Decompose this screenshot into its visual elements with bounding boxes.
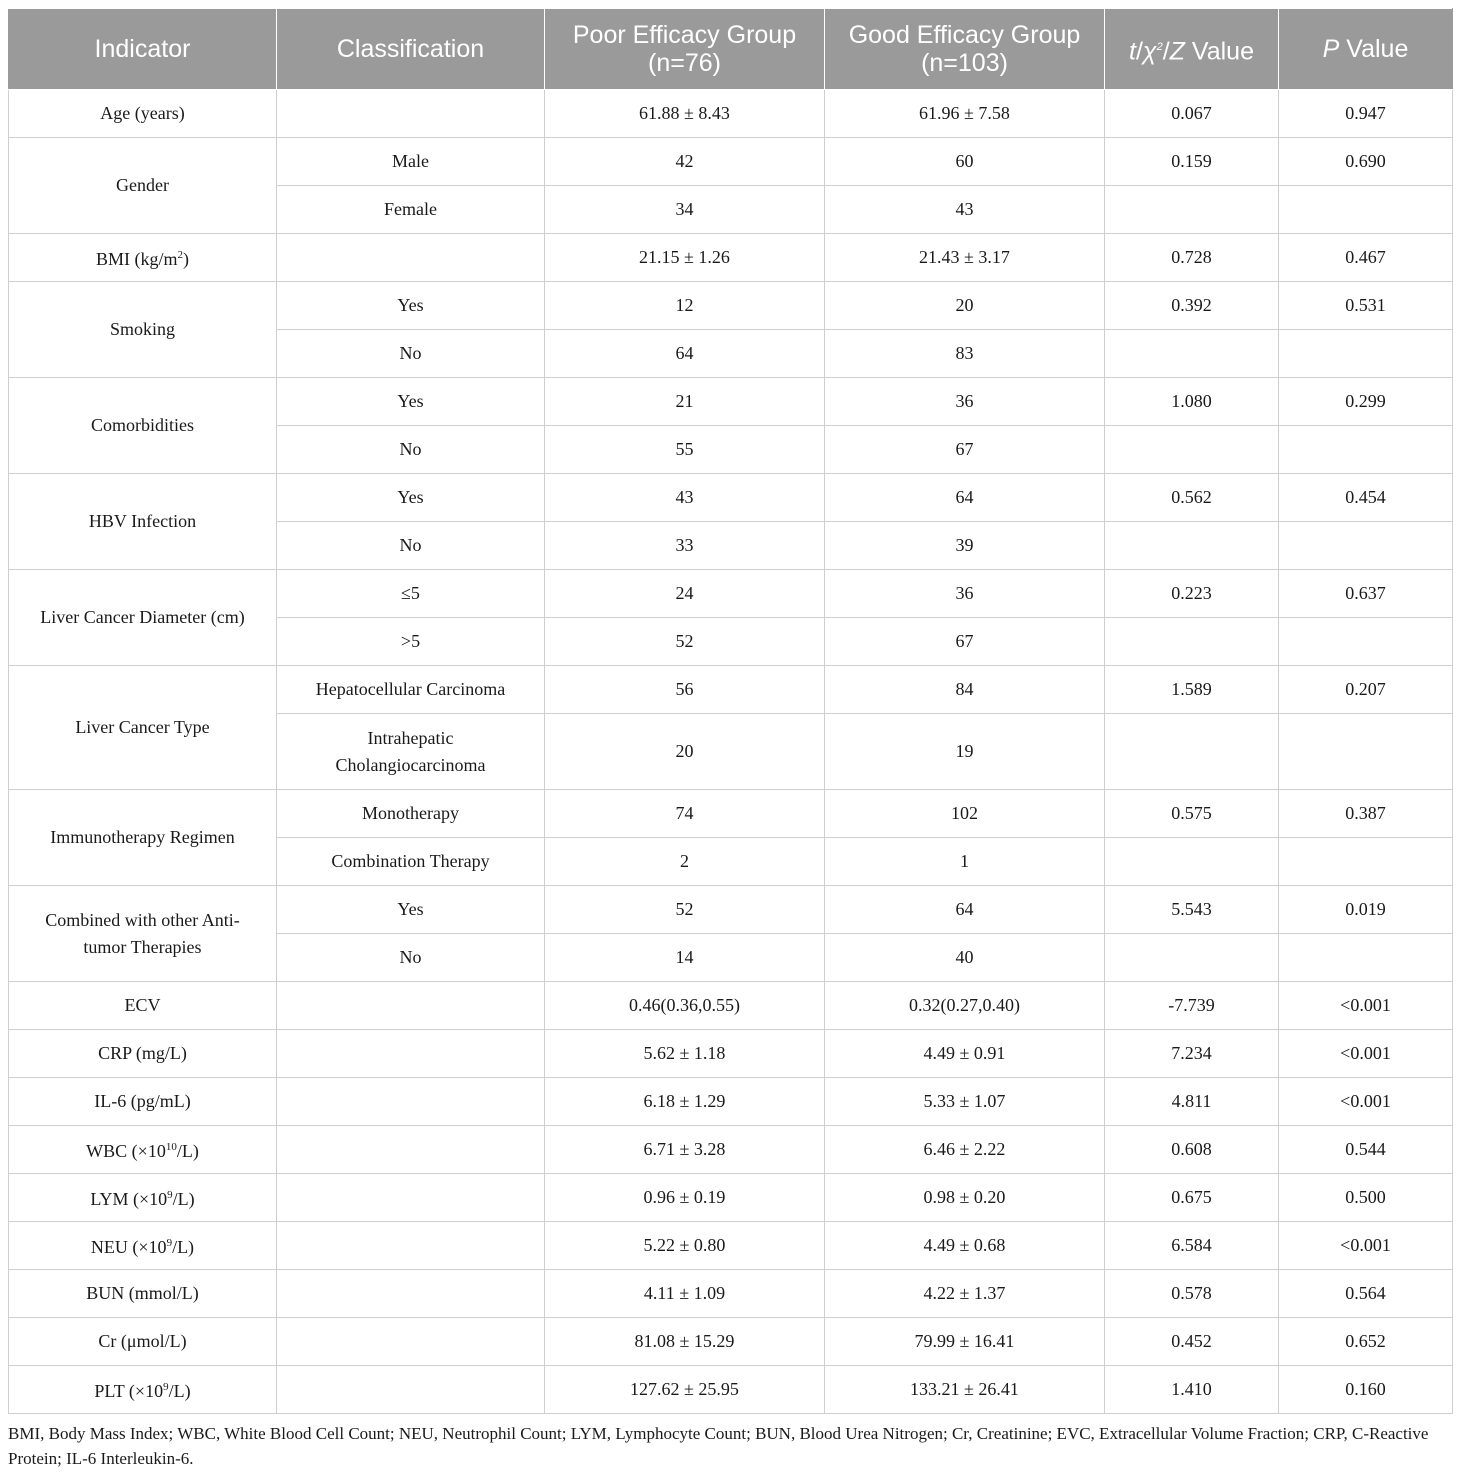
table-row: [9, 982, 1453, 1030]
cell-poor: 43: [545, 474, 825, 522]
cell-stat: [1105, 186, 1279, 234]
table-row: [9, 1126, 1453, 1174]
cell-indicator: Gender: [9, 138, 277, 234]
cell-good: 4.22 ± 1.37: [825, 1270, 1105, 1318]
lym-sup: 9: [167, 1189, 173, 1201]
cell-classification: Hepatocellular Carcinoma: [277, 666, 545, 714]
plt-label-end: /L): [168, 1381, 191, 1401]
cell-good: 84: [825, 666, 1105, 714]
cell-classification: [277, 1318, 545, 1366]
cell-indicator: [9, 1222, 277, 1270]
table-row: [9, 1030, 1453, 1078]
cell-poor: 4.11 ± 1.09: [545, 1270, 825, 1318]
cell-stat: 6.584: [1105, 1222, 1279, 1270]
cell-indicator: Immunotherapy Regimen: [9, 790, 277, 886]
cell-good: 43: [825, 186, 1105, 234]
cell-poor: 42: [545, 138, 825, 186]
cell-classification: No: [277, 522, 545, 570]
cell-classification: [277, 1222, 545, 1270]
cell-indicator: ECV: [9, 982, 277, 1030]
cell-indicator: [9, 1126, 277, 1174]
bmi-label-end: ): [183, 249, 189, 269]
cell-p: 0.637: [1279, 570, 1453, 618]
cell-classification: [277, 1270, 545, 1318]
cell-good: 20: [825, 282, 1105, 330]
cell-good: 4.49 ± 0.68: [825, 1222, 1105, 1270]
table-row: [9, 1222, 1453, 1270]
wbc-label-end: /L): [176, 1141, 199, 1161]
header-stat-t: t: [1129, 37, 1136, 66]
cell-classification: Yes: [277, 378, 545, 426]
cell-p: 0.544: [1279, 1126, 1453, 1174]
cell-poor: 34: [545, 186, 825, 234]
cell-classification: Monotherapy: [277, 790, 545, 838]
cell-poor: 74: [545, 790, 825, 838]
neu-label-end: /L): [172, 1237, 195, 1257]
cell-poor: 33: [545, 522, 825, 570]
cell-classification: Combination Therapy: [277, 838, 545, 886]
table-row: [9, 1174, 1453, 1222]
cell-poor: 6.18 ± 1.29: [545, 1078, 825, 1126]
header-poor-line2: (n=76): [648, 49, 721, 77]
cell-stat: -7.739: [1105, 982, 1279, 1030]
cell-p: <0.001: [1279, 982, 1453, 1030]
header-stat-suffix: Value: [1184, 37, 1254, 66]
cell-good: 67: [825, 618, 1105, 666]
cell-poor: 2: [545, 838, 825, 886]
cell-p: <0.001: [1279, 1078, 1453, 1126]
cell-p: [1279, 714, 1453, 790]
icc-line2: Cholangiocarcinoma: [335, 754, 486, 775]
cell-classification: Yes: [277, 886, 545, 934]
cell-indicator: [9, 1366, 277, 1414]
cell-classification: No: [277, 426, 545, 474]
cell-poor: 21: [545, 378, 825, 426]
cell-classification: Male: [277, 138, 545, 186]
cell-classification: Yes: [277, 282, 545, 330]
cell-poor: 52: [545, 886, 825, 934]
cell-good: 64: [825, 886, 1105, 934]
cell-good: 39: [825, 522, 1105, 570]
cell-indicator: Comorbidities: [9, 378, 277, 474]
cell-poor: 61.88 ± 8.43: [545, 90, 825, 138]
cell-stat: 1.080: [1105, 378, 1279, 426]
cell-poor: 0.96 ± 0.19: [545, 1174, 825, 1222]
cell-p: 0.207: [1279, 666, 1453, 714]
cell-indicator: IL-6 (pg/mL): [9, 1078, 277, 1126]
cell-classification: Yes: [277, 474, 545, 522]
cell-p: 0.531: [1279, 282, 1453, 330]
cell-p: [1279, 426, 1453, 474]
cell-good: 21.43 ± 3.17: [825, 234, 1105, 282]
header-good-line2: (n=103): [921, 49, 1008, 77]
cell-good: 83: [825, 330, 1105, 378]
cell-stat: [1105, 426, 1279, 474]
cell-p: 0.299: [1279, 378, 1453, 426]
cell-classification: No: [277, 934, 545, 982]
cell-stat: 0.067: [1105, 90, 1279, 138]
cell-good: 67: [825, 426, 1105, 474]
header-stat-z: Z: [1169, 37, 1185, 66]
cell-poor: 56: [545, 666, 825, 714]
baseline-characteristics-table: [8, 8, 1453, 1414]
cell-poor: 14: [545, 934, 825, 982]
cell-classification: [277, 1078, 545, 1126]
table-row: [9, 90, 1453, 138]
table-row: [9, 378, 1453, 426]
table-container: [8, 8, 1452, 1471]
cell-p: 0.387: [1279, 790, 1453, 838]
cell-poor: 24: [545, 570, 825, 618]
table-row: [9, 282, 1453, 330]
wbc-sup: 10: [165, 1141, 177, 1153]
header-stat-chi-sup: 2: [1156, 40, 1163, 53]
cell-good: 36: [825, 378, 1105, 426]
cell-good: 36: [825, 570, 1105, 618]
table-row: [9, 138, 1453, 186]
cell-stat: 0.452: [1105, 1318, 1279, 1366]
cell-good: 64: [825, 474, 1105, 522]
header-p-value: [1279, 9, 1453, 90]
lym-label: LYM (×10: [90, 1189, 168, 1209]
cell-stat: 0.562: [1105, 474, 1279, 522]
cell-poor: 52: [545, 618, 825, 666]
cell-good: 133.21 ± 26.41: [825, 1366, 1105, 1414]
cell-good: 40: [825, 934, 1105, 982]
cell-good: 6.46 ± 2.22: [825, 1126, 1105, 1174]
cell-p: 0.564: [1279, 1270, 1453, 1318]
combined-line2: tumor Therapies: [83, 936, 202, 957]
table-row: [9, 474, 1453, 522]
cell-poor: 127.62 ± 25.95: [545, 1366, 825, 1414]
cell-good: 79.99 ± 16.41: [825, 1318, 1105, 1366]
cell-stat: 0.223: [1105, 570, 1279, 618]
cell-p: 0.019: [1279, 886, 1453, 934]
plt-label: PLT (×10: [94, 1381, 164, 1401]
cell-stat: 7.234: [1105, 1030, 1279, 1078]
cell-poor: 64: [545, 330, 825, 378]
header-classification: Classification: [277, 9, 545, 90]
wbc-label: WBC (×10: [86, 1141, 166, 1161]
cell-stat: [1105, 838, 1279, 886]
cell-classification: [277, 1174, 545, 1222]
cell-good: 0.32(0.27,0.40): [825, 982, 1105, 1030]
cell-p: 0.500: [1279, 1174, 1453, 1222]
cell-stat: 1.410: [1105, 1366, 1279, 1414]
table-footnote: BMI, Body Mass Index; WBC, White Blood Cell Count; NEU, Neutrophil Count; LYM, Lymphocyte Count; BUN, Blood Urea Nitrogen; Cr, Creatinine; EVC, Extracellular Volume Fraction; CRP, C-Reactive Protein; IL-6 Interleukin-6.: [8, 1424, 1429, 1468]
cell-poor: 5.22 ± 0.80: [545, 1222, 825, 1270]
cell-stat: [1105, 330, 1279, 378]
cell-p: <0.001: [1279, 1222, 1453, 1270]
cell-good: 0.98 ± 0.20: [825, 1174, 1105, 1222]
cell-classification: No: [277, 330, 545, 378]
table-row: [9, 886, 1453, 934]
header-poor-efficacy: [545, 9, 825, 90]
cell-p: 0.160: [1279, 1366, 1453, 1414]
cell-classification: [277, 1366, 545, 1414]
header-good-line1: Good Efficacy Group: [848, 21, 1081, 49]
cell-indicator: [9, 886, 277, 982]
cell-p: 0.454: [1279, 474, 1453, 522]
cell-indicator: [9, 1174, 277, 1222]
header-statistic: $t/\chi^2/Z$ Value: [1105, 9, 1279, 90]
table-row: [9, 570, 1453, 618]
cell-classification: ≤5: [277, 570, 545, 618]
cell-stat: 0.728: [1105, 234, 1279, 282]
cell-p: 0.947: [1279, 90, 1453, 138]
cell-good: 4.49 ± 0.91: [825, 1030, 1105, 1078]
lym-label-end: /L): [172, 1189, 195, 1209]
cell-indicator: HBV Infection: [9, 474, 277, 570]
cell-classification: [277, 1126, 545, 1174]
cell-good: 61.96 ± 7.58: [825, 90, 1105, 138]
cell-p: [1279, 522, 1453, 570]
cell-p: 0.467: [1279, 234, 1453, 282]
cell-classification: [277, 714, 545, 790]
cell-p: <0.001: [1279, 1030, 1453, 1078]
header-indicator: Indicator: [9, 9, 277, 90]
cell-good: 1: [825, 838, 1105, 886]
header-p-suffix: Value: [1339, 35, 1409, 63]
cell-poor: 55: [545, 426, 825, 474]
icc-line1: Intrahepatic: [367, 727, 454, 748]
cell-classification: [277, 982, 545, 1030]
table-row: [9, 234, 1453, 282]
cell-indicator: Liver Cancer Diameter (cm): [9, 570, 277, 666]
cell-poor: 81.08 ± 15.29: [545, 1318, 825, 1366]
cell-p: [1279, 618, 1453, 666]
table-row: [9, 1318, 1453, 1366]
neu-label: NEU (×10: [90, 1237, 167, 1257]
cell-poor: 12: [545, 282, 825, 330]
cell-p: [1279, 838, 1453, 886]
cell-p: 0.690: [1279, 138, 1453, 186]
cell-indicator: Age (years): [9, 90, 277, 138]
header-good-efficacy: [825, 9, 1105, 90]
cell-stat: 5.543: [1105, 886, 1279, 934]
combined-line1: Combined with other Anti-: [45, 909, 240, 930]
cell-stat: 0.675: [1105, 1174, 1279, 1222]
cell-poor: 6.71 ± 3.28: [545, 1126, 825, 1174]
cell-poor: 21.15 ± 1.26: [545, 234, 825, 282]
cell-classification: [277, 234, 545, 282]
cell-stat: [1105, 522, 1279, 570]
cell-stat: [1105, 618, 1279, 666]
cell-classification: >5: [277, 618, 545, 666]
cell-stat: 0.575: [1105, 790, 1279, 838]
cell-stat: 0.608: [1105, 1126, 1279, 1174]
cell-indicator: BUN (mmol/L): [9, 1270, 277, 1318]
cell-p: [1279, 934, 1453, 982]
cell-good: 19: [825, 714, 1105, 790]
cell-good: 5.33 ± 1.07: [825, 1078, 1105, 1126]
cell-indicator: Cr (μmol/L): [9, 1318, 277, 1366]
cell-poor: 5.62 ± 1.18: [545, 1030, 825, 1078]
header-stat-chi: χ: [1142, 37, 1157, 66]
cell-poor: 0.46(0.36,0.55): [545, 982, 825, 1030]
cell-indicator: Smoking: [9, 282, 277, 378]
cell-classification: [277, 90, 545, 138]
cell-p: 0.652: [1279, 1318, 1453, 1366]
cell-classification: Female: [277, 186, 545, 234]
cell-stat: 4.811: [1105, 1078, 1279, 1126]
neu-sup: 9: [166, 1237, 173, 1249]
cell-poor: 20: [545, 714, 825, 790]
table-row: [9, 666, 1453, 714]
cell-indicator: [9, 234, 277, 282]
table-row: [9, 790, 1453, 838]
cell-stat: [1105, 934, 1279, 982]
cell-stat: 0.392: [1105, 282, 1279, 330]
header-poor-line1: Poor Efficacy Group: [572, 21, 797, 49]
bmi-sup: 2: [177, 249, 183, 261]
bmi-label: BMI (kg/m: [95, 249, 178, 269]
header-row: [9, 9, 1453, 90]
cell-indicator: Liver Cancer Type: [9, 666, 277, 790]
cell-stat: 0.159: [1105, 138, 1279, 186]
cell-p: [1279, 330, 1453, 378]
cell-indicator: CRP (mg/L): [9, 1030, 277, 1078]
cell-p: [1279, 186, 1453, 234]
cell-stat: 1.589: [1105, 666, 1279, 714]
table-row: [9, 1270, 1453, 1318]
cell-classification: [277, 1030, 545, 1078]
cell-good: 102: [825, 790, 1105, 838]
header-p-italic: P: [1322, 35, 1340, 63]
table-row: [9, 1078, 1453, 1126]
cell-good: 60: [825, 138, 1105, 186]
cell-stat: 0.578: [1105, 1270, 1279, 1318]
cell-stat: [1105, 714, 1279, 790]
plt-sup: 9: [163, 1381, 169, 1393]
table-row: [9, 1366, 1453, 1414]
